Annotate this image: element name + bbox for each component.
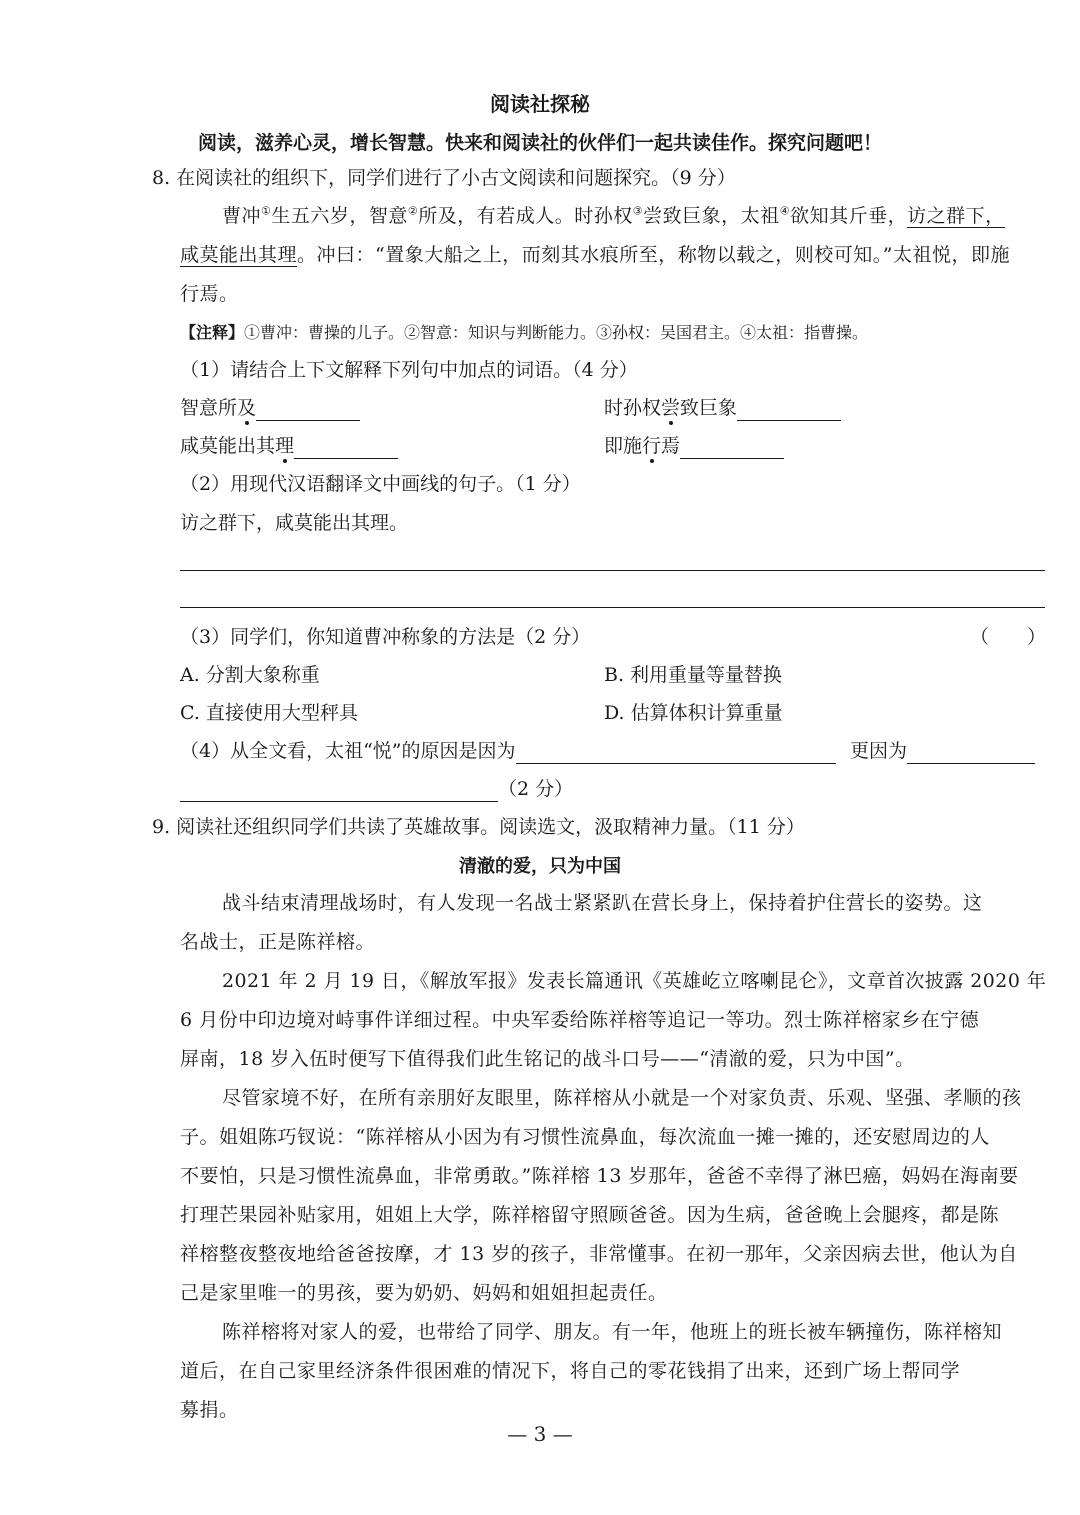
q8-sub1-item <box>604 395 841 421</box>
option-b: B. 利用重量等量替换 <box>604 664 783 686</box>
item-text: 时孙权 <box>604 397 662 419</box>
underlined-sentence: 访之群下， <box>907 205 1005 227</box>
article-line: 己是家里唯一的男孩，要为奶奶、妈妈和姐姐担起责任。 <box>180 1282 668 1304</box>
passage-text: 尝致巨象，太祖 <box>643 205 780 227</box>
article-title: 清澈的爱，只为中国 <box>459 856 621 877</box>
option-c: C. 直接使用大型秤具 <box>180 702 358 724</box>
section-title: 阅读社探秘 <box>490 92 590 116</box>
q8-sub1-stem: （1）请结合上下文解释下列句中加点的词语。（4 分） <box>180 359 638 381</box>
q8-sub2-sentence: 访之群下，咸莫能出其理。 <box>180 512 409 534</box>
article-line: 陈祥榕将对家人的爱，也带给了同学、朋友。有一年，他班上的班长被车辆撞伤，陈祥榕知 <box>222 1321 1003 1343</box>
sub4-text: 更因为 <box>850 740 908 762</box>
q8-sub4-line <box>180 738 836 764</box>
passage-text: 欲知其斤垂， <box>790 205 908 227</box>
q8-sub1-item <box>604 433 784 459</box>
footnote-mark: ④ <box>779 204 791 218</box>
answer-blank[interactable] <box>907 743 1035 764</box>
answer-blank[interactable] <box>294 438 398 459</box>
q8-sub1-item <box>180 433 398 459</box>
sub4-text: （4）从全文看，太祖“悦”的原因是因为 <box>180 740 516 762</box>
item-text: 咸莫能出其 <box>180 435 276 457</box>
option-d: D. 估算体积计算重量 <box>604 702 783 724</box>
passage-text: 曹冲 <box>222 205 262 227</box>
q8-notes <box>180 320 868 346</box>
q8-sub2-stem: （2）用现代汉语翻译文中画线的句子。（1 分） <box>180 473 581 495</box>
q8-sub4-line-2 <box>180 776 573 802</box>
item-text: 焉 <box>661 435 681 457</box>
underlined-sentence: 咸莫能出其理 <box>180 244 298 266</box>
article-line: 屏南，18 岁入伍时便写下值得我们此生铭记的战斗口号——“清澈的爱，只为中国”。 <box>180 1048 915 1070</box>
answer-blank[interactable] <box>180 781 498 802</box>
q8-passage-line-1 <box>222 203 1046 229</box>
footnote-mark: ② <box>407 204 419 218</box>
article-line: 道后，在自己家里经济条件很困难的情况下，将自己的零花钱捐了出来，还到广场上帮同学 <box>180 1360 961 1382</box>
q8-sub4-line-b <box>850 738 1035 764</box>
article-line: 打理芒果园补贴家用，姐姐上大学，陈祥榕留守照顾爸爸。因为生病，爸爸晚上会腿疼，都是陈 <box>180 1204 1000 1226</box>
option-a: A. 分割大象称重 <box>180 664 320 686</box>
answer-blank[interactable] <box>737 400 841 421</box>
note-text: ①曹冲：曹操的儿子。②智意：知识与判断能力。③孙权：吴国君主。④太祖：指曹操。 <box>244 323 869 342</box>
footnote-mark: ① <box>261 204 272 218</box>
dotted-word: 及 <box>237 397 257 419</box>
item-text: 即施 <box>604 435 643 457</box>
answer-bracket[interactable]: （ ） <box>970 626 1047 648</box>
footnote-mark: ③ <box>632 204 644 218</box>
passage-text: 生五六岁，智意 <box>271 205 408 227</box>
passage-text: 所及，有若成人。时孙权 <box>418 205 633 227</box>
article-line: 尽管家境不好，在所有亲朋好友眼里，陈祥榕从小就是一个对家负责、乐观、坚强、孝顺的孩 <box>222 1087 1022 1109</box>
item-text: 智意所 <box>180 397 238 419</box>
article-line: 战斗结束清理战场时，有人发现一名战士紧紧趴在营长身上，保持着护住营长的姿势。这 <box>222 892 983 914</box>
dotted-word: 理 <box>275 435 295 457</box>
q8-sub1-item <box>180 395 360 421</box>
note-label: 【注释】 <box>180 323 245 342</box>
answer-blank[interactable] <box>516 743 836 764</box>
q8-sub3-stem: （3）同学们，你知道曹冲称象的方法是（2 分） <box>180 626 591 648</box>
item-text: 致巨象 <box>680 397 738 419</box>
q8-stem: 8. 在阅读社的组织下，同学们进行了小古文阅读和问题探究。（9 分） <box>152 167 736 189</box>
article-line: 2021 年 2 月 19 日，《解放军报》发表长篇通讯《英雄屹立喀喇昆仑》，文章首次披露 2020 年 <box>222 970 1047 992</box>
article-line: 不要怕，只是习惯性流鼻血，非常勇敢。”陈祥榕 13 岁那年，爸爸不幸得了淋巴癌，妈妈在海南要 <box>180 1165 1019 1187</box>
article-line: 子。姐姐陈巧钗说：“陈祥榕从小因为有习惯性流鼻血，每次流血一摊一摊的，还安慰周边的人 <box>180 1126 990 1148</box>
article-line: 名战士，正是陈祥榕。 <box>180 931 376 953</box>
answer-blank[interactable] <box>256 400 360 421</box>
article-line: 6 月份中印边境对峙事件详细过程。中央军委给陈祥榕等追记一等功。烈士陈祥榕家乡在宁德 <box>180 1009 980 1031</box>
answer-blank[interactable] <box>680 438 784 459</box>
article-line: 祥榕整夜整夜地给爸爸按摩，才 13 岁的孩子，非常懂事。在初一那年，父亲因病去世，他认为自 <box>180 1243 1018 1265</box>
dotted-word: 尝 <box>661 397 681 419</box>
q9-stem: 9. 阅读社还组织同学们共读了英雄故事。阅读选文，汲取精神力量。（11 分） <box>152 816 805 838</box>
q8-passage-line-2 <box>180 242 1010 268</box>
sub4-score: （2 分） <box>498 778 574 800</box>
passage-text: 。冲曰：“置象大船之上，而刻其水痕所至，称物以载之，则校可知。”太祖悦，即施 <box>297 244 1010 266</box>
answer-line[interactable] <box>180 570 1045 571</box>
article-line: 募捐。 <box>180 1399 239 1421</box>
page-number: — 3 — <box>507 1422 573 1446</box>
dotted-word: 行 <box>642 435 662 457</box>
section-intro: 阅读，滋养心灵，增长智慧。快来和阅读社的伙伴们一起共读佳作。探究问题吧！ <box>197 132 882 154</box>
q8-passage-line-3: 行焉。 <box>180 283 239 305</box>
answer-line[interactable] <box>180 607 1045 608</box>
